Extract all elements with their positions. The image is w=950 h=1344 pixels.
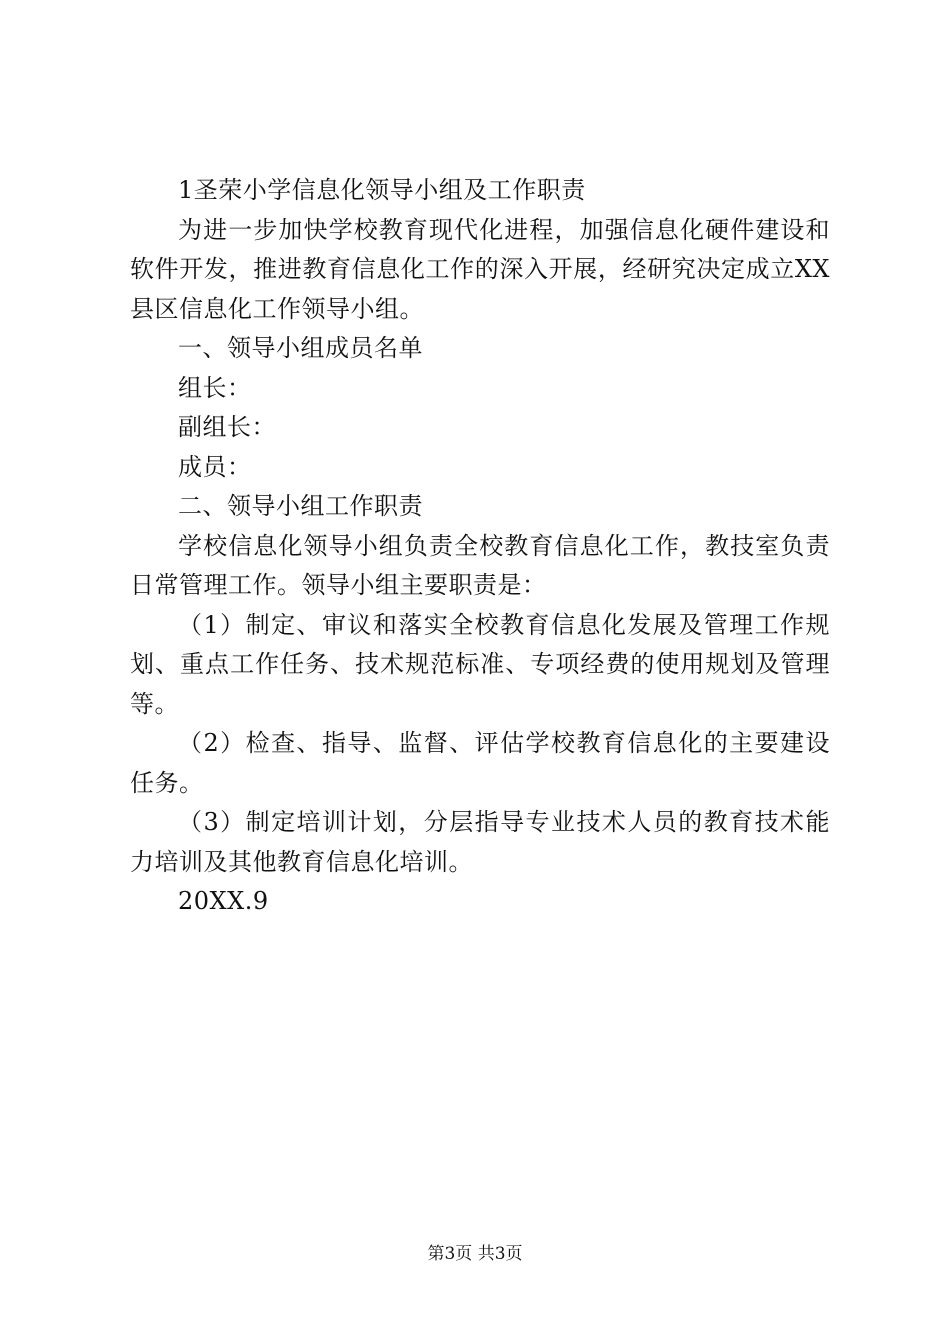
duty-item-3: （3）制定培训计划，分层指导专业技术人员的教育技术能力培训及其他教育信息化培训。 — [130, 808, 830, 876]
page-footer — [0, 1243, 950, 1265]
section-heading-members: 一、领导小组成员名单 — [178, 334, 423, 362]
document-title: 1圣荣小学信息化领导小组及工作职责 — [178, 176, 586, 204]
section-heading-duties: 二、领导小组工作职责 — [178, 492, 423, 520]
intro-paragraph: 为进一步加快学校教育现代化进程，加强信息化硬件建设和软件开发，推进教育信息化工作的深入开展，经研究决定成立XX县区信息化工作领导小组。 — [130, 215, 830, 323]
duty-item-2: （2）检查、指导、监督、评估学校教育信息化的主要建设任务。 — [130, 729, 830, 797]
document-body — [130, 171, 830, 922]
duty-item-1: （1）制定、审议和落实全校教育信息化发展及管理工作规划、重点工作任务、技术规范标准、专项经费的使用规划及管理等。 — [130, 610, 830, 718]
members-label: 成员： — [178, 452, 252, 481]
page-number-indicator: 第3页 共3页 — [427, 1244, 523, 1264]
document-date: 20XX.9 — [178, 887, 269, 915]
duties-intro-paragraph: 学校信息化领导小组负责全校教育信息化工作，教技室负责日常管理工作。领导小组主要职责是： — [130, 531, 830, 599]
deputy-leader-label: 副组长： — [178, 413, 276, 441]
leader-label: 组长： — [178, 373, 252, 402]
